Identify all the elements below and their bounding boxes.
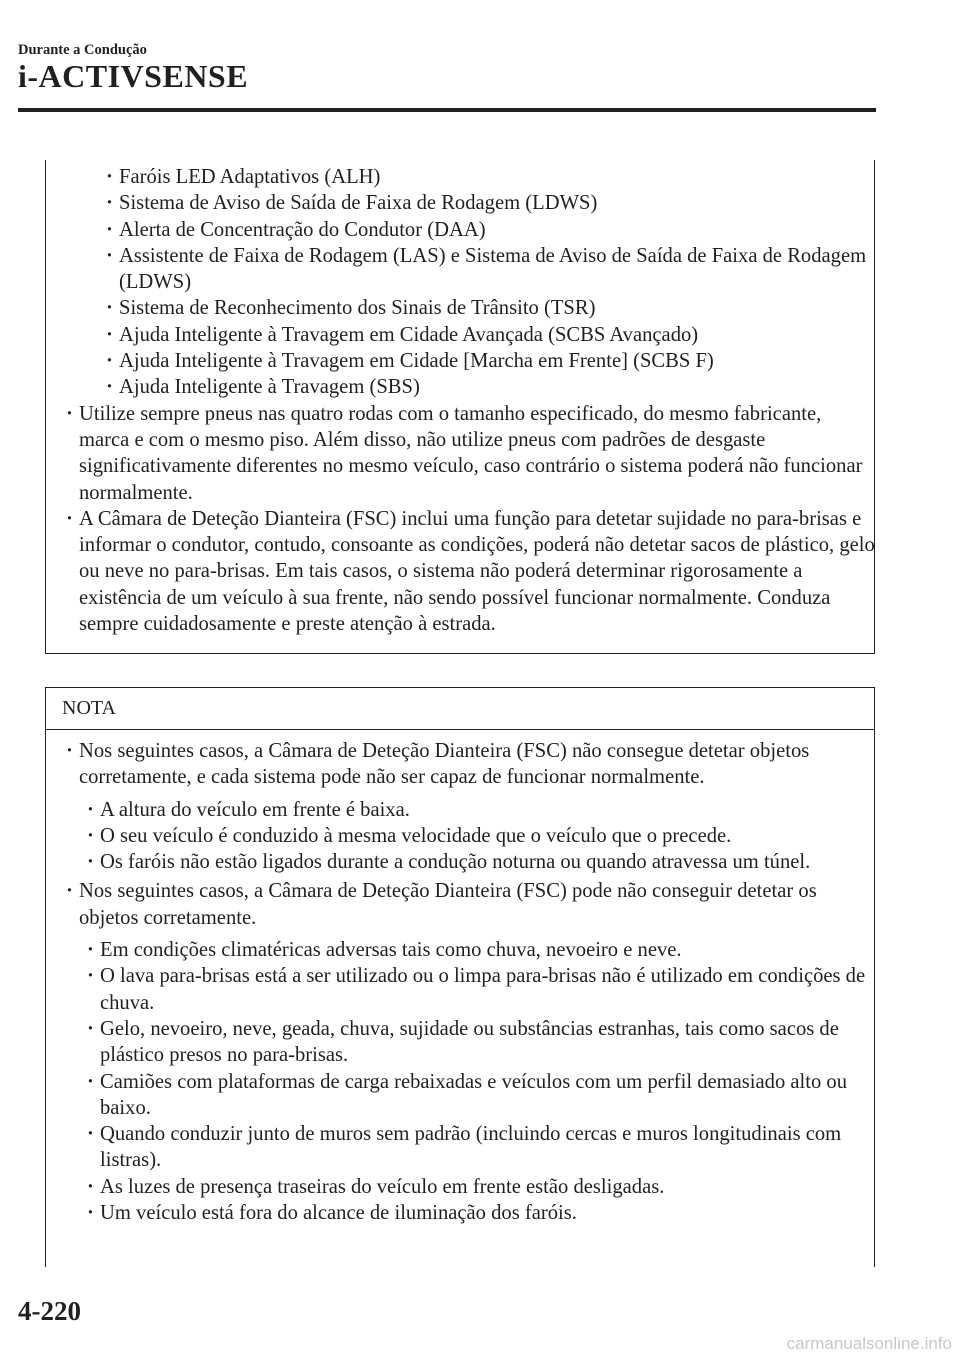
- page-title: i-ACTIVSENSE: [18, 58, 249, 94]
- list-item: · A Câmara de Deteção Dianteira (FSC) inclui uma função para detetar sujidade no para-brisas e informar o condutor, contudo, consoante as condições, poderá não detetar sacos de plástico, gelo ou neve no para-brisas. Em tais casos, o sistema não poderá determinar rigorosamente a existência de um veículo à sua frente, não sendo possível funcionar normalmente. Conduza sempre cuidadosamente e preste atenção à estrada.: [79, 506, 875, 637]
- note-box: [45, 687, 875, 1267]
- note-heading: NOTA: [62, 697, 116, 719]
- note-header: [46, 688, 874, 730]
- watermark: carmanualsonline.info: [786, 1334, 952, 1353]
- list-item: · O seu veículo é conduzido à mesma velocidade que o veículo que o precede.: [100, 823, 875, 849]
- caution-list: [79, 164, 875, 637]
- list-item: · A altura do veículo em frente é baixa.: [100, 797, 875, 823]
- section-label: Durante a Condução: [18, 42, 147, 58]
- system-list: [79, 164, 875, 401]
- list-item: · Gelo, nevoeiro, neve, geada, chuva, sujidade ou substâncias estranhas, tais como sacos de plástico presos no para-brisas.: [100, 1016, 875, 1069]
- system-list-wrapper: [79, 164, 875, 401]
- list-item: · Alerta de Concentração do Condutor (DAA): [119, 217, 875, 243]
- list-item: · As luzes de presença traseiras do veículo em frente estão desligadas.: [100, 1174, 875, 1200]
- note-list: [79, 738, 875, 1229]
- list-item: · Em condições climatéricas adversas tais como chuva, nevoeiro e neve.: [100, 937, 875, 963]
- list-item: · Os faróis não estão ligados durante a condução noturna ou quando atravessa um túnel.: [100, 849, 875, 875]
- list-item: · Camiões com plataformas de carga rebaixadas e veículos com um perfil demasiado alto ou baixo.: [100, 1069, 875, 1122]
- sublist-wrapper: [79, 797, 875, 876]
- page-number: 4-220: [18, 1296, 81, 1326]
- list-item: · Utilize sempre pneus nas quatro rodas com o tamanho especificado, do mesmo fabricante, marca e com o mesmo piso. Além disso, não utilize pneus com padrões de desgaste significativamente diferentes no mesmo veículo, caso contrário o sistema poderá não funcionar normalmente.: [79, 401, 875, 506]
- sublist-wrapper: [79, 937, 875, 1226]
- note-sublist-1: [79, 797, 875, 876]
- list-item: · Ajuda Inteligente à Travagem em Cidade [Marcha em Frente] (SCBS F): [119, 348, 875, 374]
- list-item: · Um veículo está fora do alcance de iluminação dos faróis.: [100, 1200, 875, 1226]
- list-item: · Ajuda Inteligente à Travagem (SBS): [119, 374, 875, 400]
- header-divider: [18, 108, 876, 112]
- caution-box-continued: [45, 160, 875, 654]
- list-item: · Quando conduzir junto de muros sem padrão (incluindo cercas e muros longitudinais com listras).: [100, 1121, 875, 1174]
- list-item: · Ajuda Inteligente à Travagem em Cidade Avançada (SCBS Avançado): [119, 322, 875, 348]
- list-item: · O lava para-brisas está a ser utilizado ou o limpa para-brisas não é utilizado em condições de chuva.: [100, 963, 875, 1016]
- list-item: · Nos seguintes casos, a Câmara de Deteção Dianteira (FSC) pode não conseguir detetar os objetos corretamente.: [79, 878, 875, 931]
- list-item: · Faróis LED Adaptativos (ALH): [119, 164, 875, 190]
- list-item: · Sistema de Reconhecimento dos Sinais de Trânsito (TSR): [119, 295, 875, 321]
- list-item: · Sistema de Aviso de Saída de Faixa de Rodagem (LDWS): [119, 190, 875, 216]
- list-item: · Nos seguintes casos, a Câmara de Deteção Dianteira (FSC) não consegue detetar objetos corretamente, e cada sistema pode não ser capaz de funcionar normalmente.: [79, 738, 875, 791]
- list-item: · Assistente de Faixa de Rodagem (LAS) e Sistema de Aviso de Saída de Faixa de Rodagem (LDWS): [119, 243, 875, 296]
- note-sublist-2: [79, 937, 875, 1226]
